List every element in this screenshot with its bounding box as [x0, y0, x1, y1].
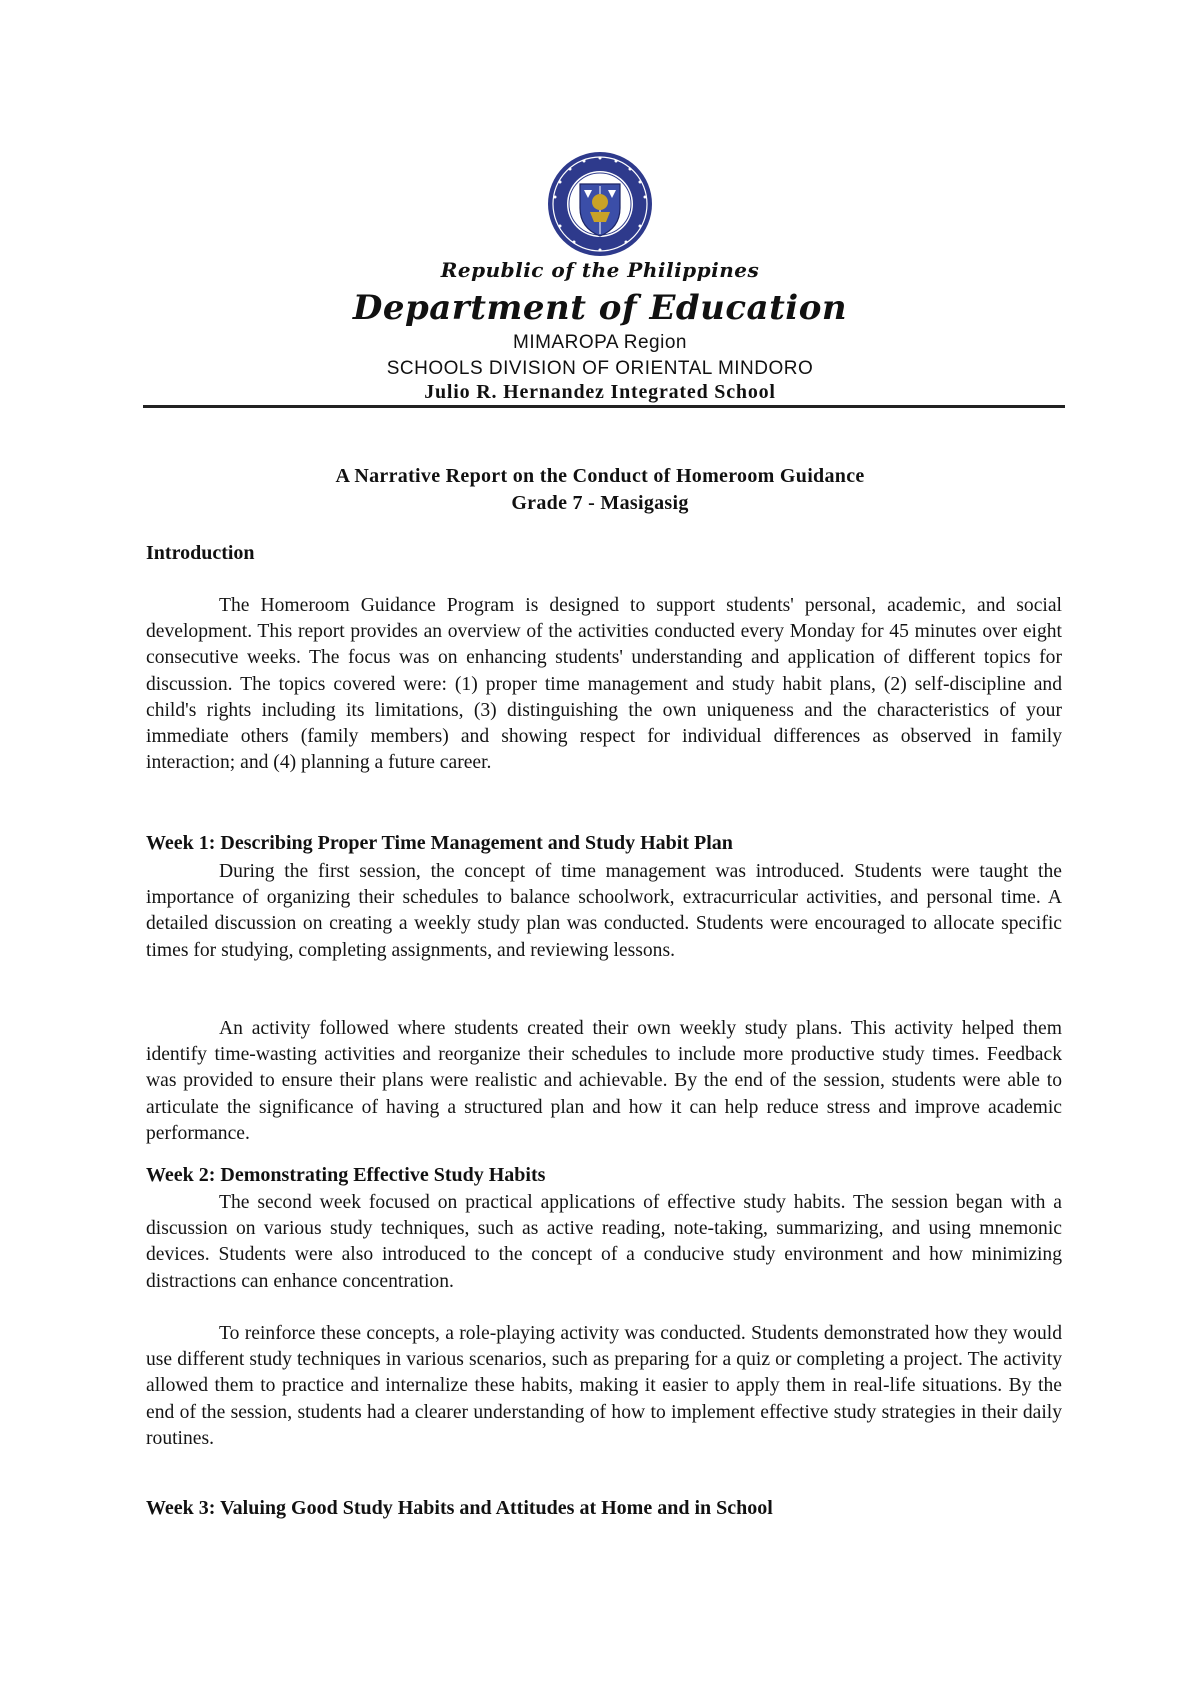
paragraph-text: The Homeroom Guidance Program is designed to support students' personal, academic, and social development. This report provides an overview of the activities conducted every Monday for 45 minutes over eight consecutive weeks. The focus was on enhancing students' understanding and application of different topics for discussion. The topics covered were: (1) proper time management and study habit plans, (2) self-discipline and child's rights including its limitations, (3) distinguishing the own uniqueness and the characteristics of your immediate others (family members) and showing respect for individual differences as observed in family interaction; and (4) planning a future career. [146, 595, 1062, 774]
week3-heading: Week 3: Valuing Good Study Habits and Attitudes at Home and in School [146, 1497, 773, 1519]
week2-paragraph-1 [146, 1190, 1062, 1295]
report-title: A Narrative Report on the Conduct of Homeroom Guidance [335, 465, 865, 487]
introduction-heading: Introduction [146, 542, 255, 564]
division-line: SCHOOLS DIVISION OF ORIENTAL MINDORO [386, 358, 814, 379]
region-line: MIMAROPA Region [513, 332, 687, 353]
deped-seal-logo [546, 150, 654, 258]
paragraph-text: To reinforce these concepts, a role-playing activity was conducted. Students demonstrated how they would use different study techniques in various scenarios, such as preparing for a quiz or completing a project. The activity allowed them to practice and internalize these habits, making it easier to apply them in real-life situations. By the end of the session, students had a clearer understanding of how to implement effective study strategies in their daily routines. [146, 1323, 1062, 1449]
week1-heading: Week 1: Describing Proper Time Management and Study Habit Plan [146, 832, 733, 854]
paragraph-text: An activity followed where students created their own weekly study plans. This activity helped them identify time-wasting activities and reorganize their schedules to include more productive study times. Feedback was provided to ensure their plans were realistic and achievable. By the end of the session, students were able to articulate the significance of having a structured plan and how it can help reduce stress and improve academic performance. [146, 1018, 1062, 1144]
report-subtitle: Grade 7 - Masigasig [511, 492, 689, 514]
week1-paragraph-1 [146, 859, 1062, 964]
introduction-paragraph [146, 593, 1062, 776]
republic-heading: Republic of the Philippines [440, 258, 760, 282]
header-divider [143, 405, 1065, 408]
department-heading: Department of Education [352, 288, 848, 328]
week2-heading: Week 2: Demonstrating Effective Study Habits [146, 1164, 546, 1186]
week2-paragraph-2 [146, 1321, 1062, 1452]
paragraph-text: The second week focused on practical applications of effective study habits. The session began with a discussion on various study techniques, such as active reading, note-taking, summarizing, and using mnemonic devices. Students were also introduced to the concept of a conducive study environment and how minimizing distractions can enhance concentration. [146, 1192, 1062, 1292]
paragraph-text: During the first session, the concept of time management was introduced. Students were taught the importance of organizing their schedules to balance schoolwork, extracurricular activities, and personal time. A detailed discussion on creating a weekly study plan was conducted. Students were encouraged to allocate specific times for studying, completing assignments, and reviewing lessons. [146, 861, 1062, 961]
week1-paragraph-2 [146, 1016, 1062, 1147]
school-line: Julio R. Hernandez Integrated School [424, 381, 776, 403]
